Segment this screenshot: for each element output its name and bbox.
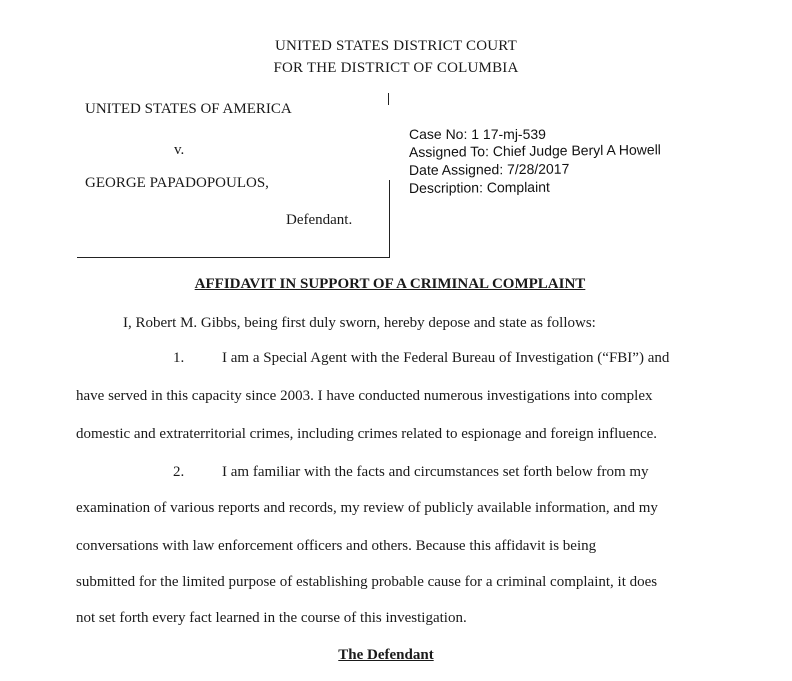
assigned-judge: Assigned To: Chief Judge Beryl A Howell (408, 141, 661, 160)
paragraph-line: examination of various reports and records, my review of publicly available information, and my (76, 500, 658, 516)
caption-underline (77, 257, 390, 258)
paragraph-line: submitted for the limited purpose of establishing probable cause for a criminal complaint, it does (76, 574, 658, 590)
paragraph-line: I am familiar with the facts and circumstances set forth below from my (222, 464, 649, 480)
paragraph-line: I am a Special Agent with the Federal Bureau of Investigation (“FBI”) and (222, 350, 670, 366)
caption-divider (389, 180, 390, 258)
defendant-name: GEORGE PAPADOPOULOS, (85, 175, 269, 191)
affidavit-intro: I, Robert M. Gibbs, being first duly sworn, hereby depose and state as follows: (123, 315, 596, 331)
paragraph-number: 1. (173, 350, 185, 366)
section-heading: The Defendant (338, 647, 434, 663)
case-number: Case No: 1 17-mj-539 (409, 126, 546, 142)
court-district: FOR THE DISTRICT OF COLUMBIA (273, 60, 519, 76)
versus-label: v. (174, 142, 185, 158)
paragraph-line: have served in this capacity since 2003. I have conducted numerous investigations into complex (76, 388, 653, 404)
paragraph-number: 2. (173, 464, 185, 480)
date-assigned: Date Assigned: 7/28/2017 (408, 160, 570, 178)
case-description: Description: Complaint (408, 178, 550, 196)
caption-divider-top (388, 93, 389, 105)
court-name: UNITED STATES DISTRICT COURT (275, 38, 517, 54)
defendant-label: Defendant. (286, 212, 353, 228)
paragraph-line: not set forth every fact learned in the course of this investigation. (76, 610, 467, 626)
affidavit-title: AFFIDAVIT IN SUPPORT OF A CRIMINAL COMPLAINT (194, 276, 586, 292)
paragraph-line: domestic and extraterritorial crimes, including crimes related to espionage and foreign influence. (76, 426, 658, 442)
paragraph-line: conversations with law enforcement officers and others. Because this affidavit is being (76, 538, 597, 554)
plaintiff-name: UNITED STATES OF AMERICA (85, 101, 292, 117)
